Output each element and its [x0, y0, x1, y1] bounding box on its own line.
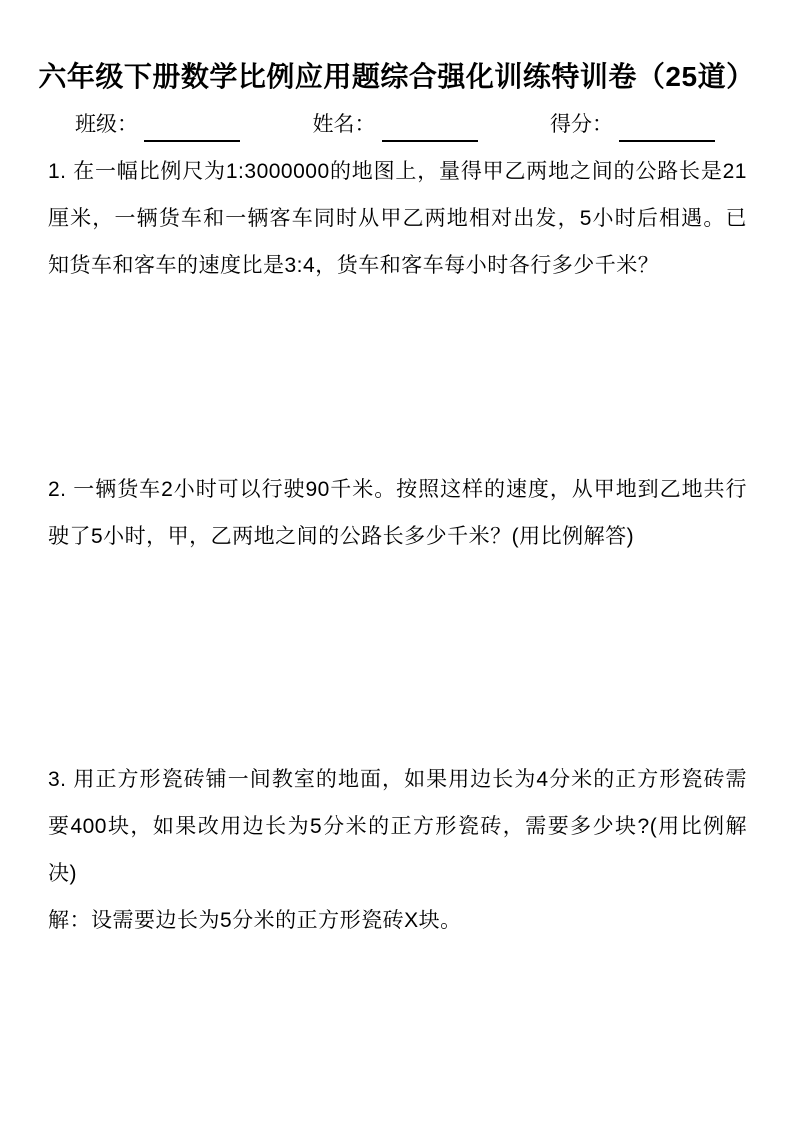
name-blank-line	[382, 114, 478, 142]
class-blank-line	[144, 114, 240, 142]
question-2-text: 2. 一辆货车2小时可以行驶90千米。按照这样的速度，从甲地到乙地共行驶了5小时，甲，乙两地之间的公路长多少千米？(用比例解答)	[48, 478, 747, 548]
question-1-text: 1. 在一幅比例尺为1:3000000的地图上，量得甲乙两地之间的公路长是21厘米，一辆货车和一辆客车同时从甲乙两地相对出发，5小时后相遇。已知货车和客车的速度比是3:4，货车和客车每小时各行多少千米？	[48, 160, 747, 277]
class-field	[75, 108, 240, 142]
question-3-text: 3. 用正方形瓷砖铺一间教室的地面，如果用边长为4分米的正方形瓷砖需要400块，如果改用边长为5分米的正方形瓷砖，需要多少块?(用比例解决)	[48, 768, 747, 885]
question-3	[48, 756, 747, 944]
question-3-solution: 解：设需要边长为5分米的正方形瓷砖X块。	[48, 909, 462, 932]
name-field	[313, 108, 478, 142]
question-2	[48, 466, 747, 560]
question-1	[48, 148, 747, 289]
class-label: 班级：	[75, 113, 138, 136]
score-label: 得分：	[550, 113, 613, 136]
name-label: 姓名：	[312, 113, 376, 136]
header-fields	[75, 108, 715, 142]
worksheet-title: 六年级下册数学比例应用题综合强化训练特训卷（25道）	[38, 61, 755, 92]
score-field	[550, 108, 715, 142]
score-blank-line	[619, 114, 715, 142]
